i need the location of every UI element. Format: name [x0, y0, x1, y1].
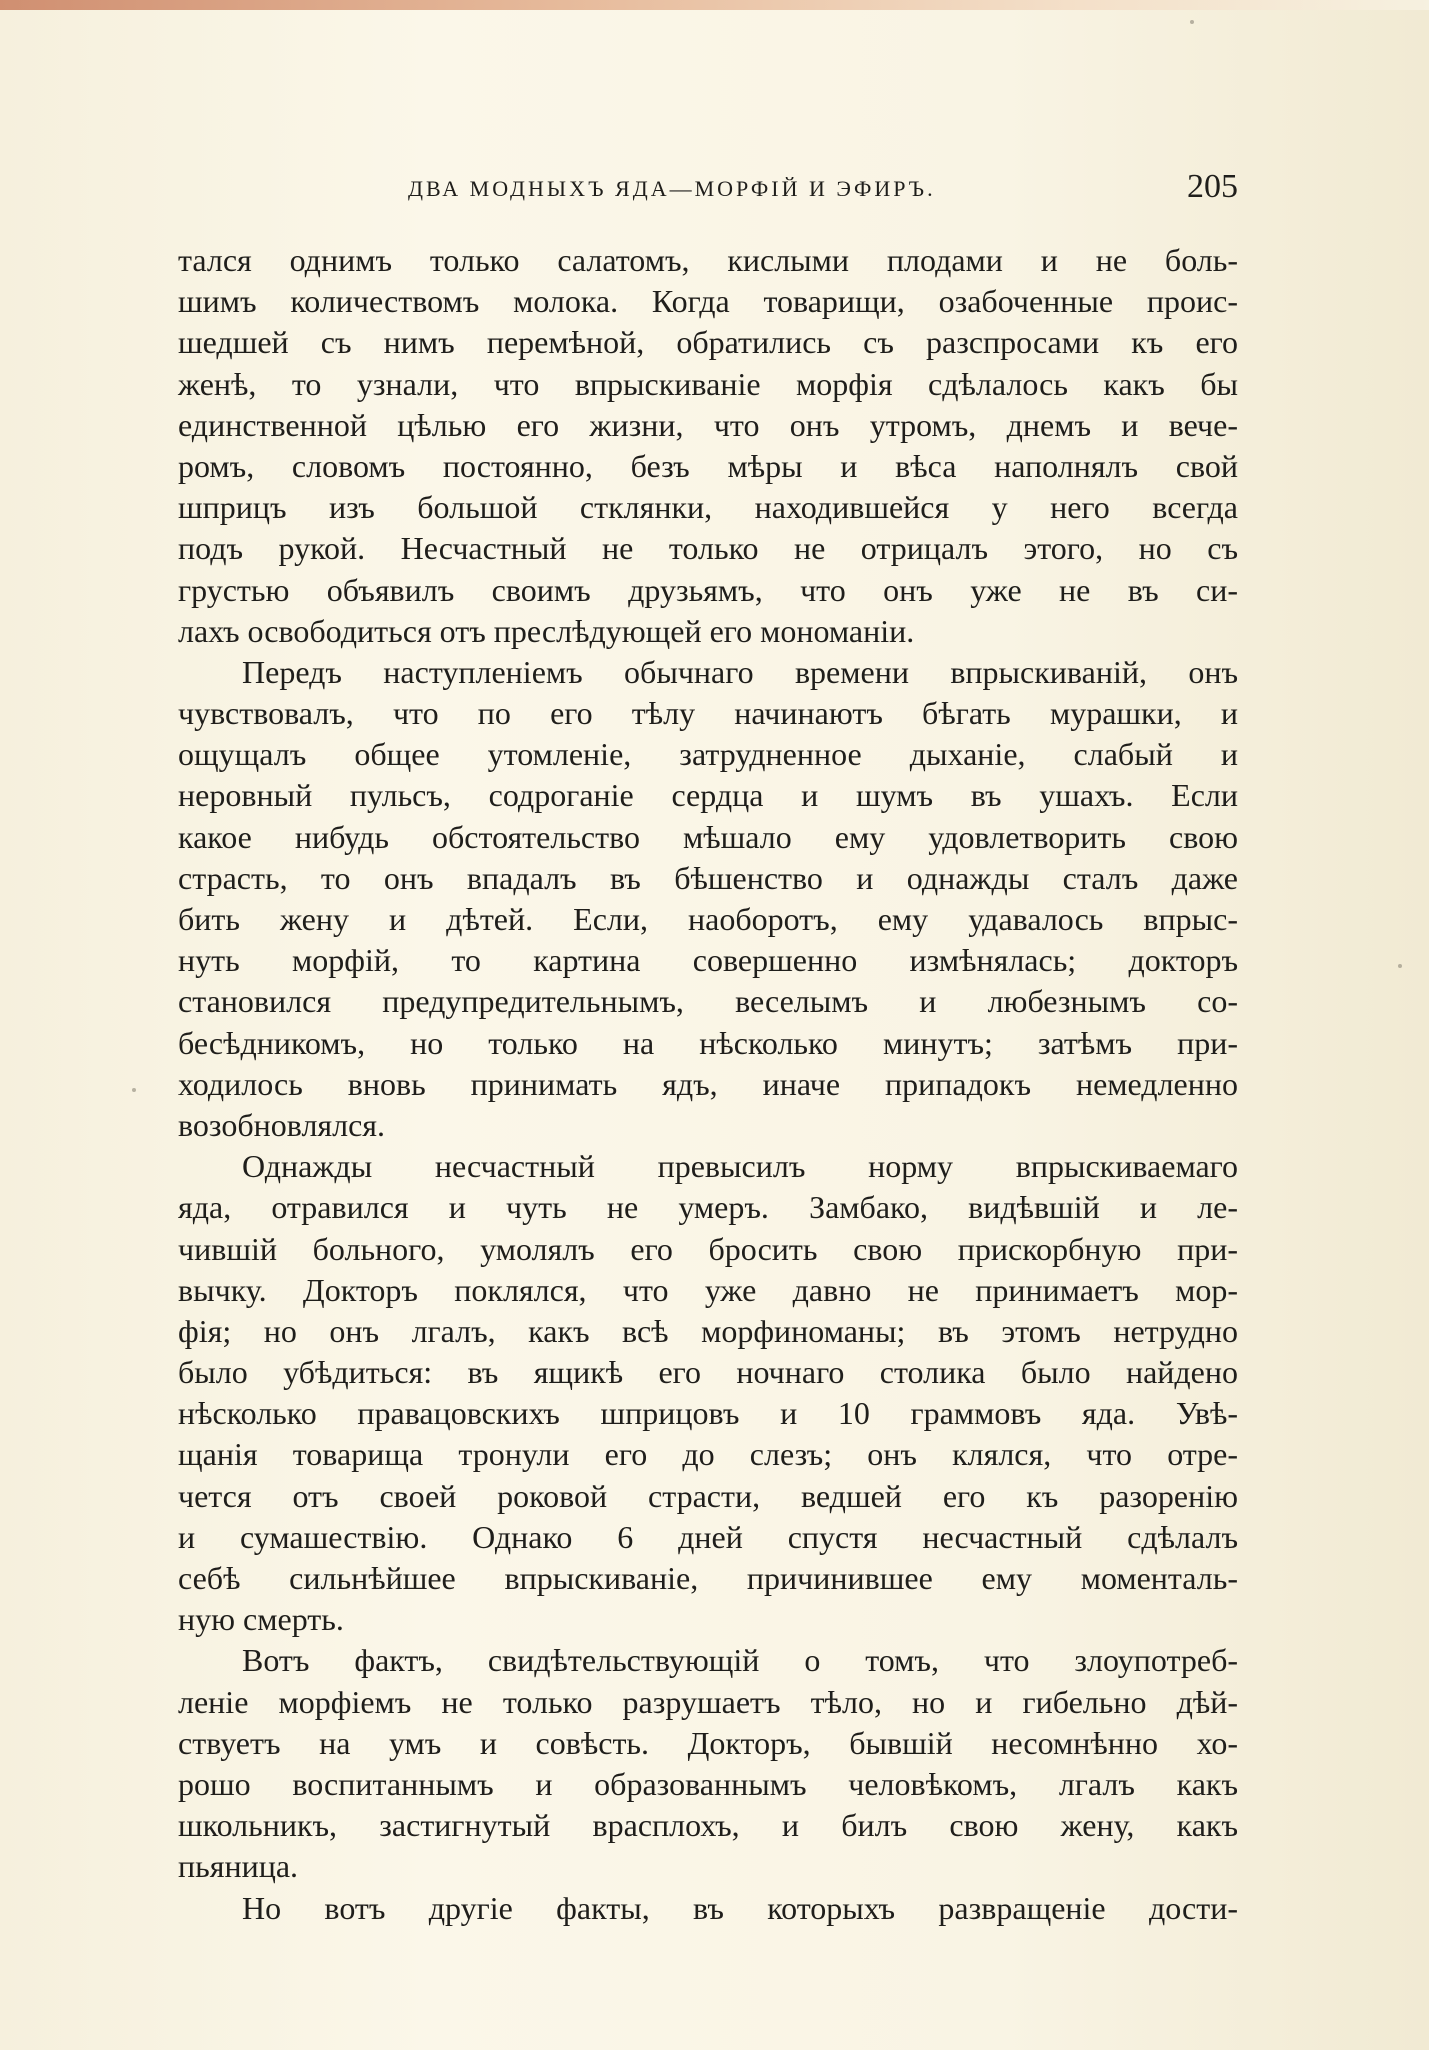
text-line: школьникъ, застигнутый врасплохъ, и билъ свою жену, какъ	[178, 1807, 1238, 1844]
text-line: яда, отравился и чуть не умеръ. Замбако, видѣвшій и ле-	[178, 1189, 1238, 1226]
text-line: ощущалъ общее утомленіе, затрудненное дыханіе, слабый и	[178, 736, 1238, 773]
text-line: Но вотъ другіе факты, въ которыхъ развращеніе дости-	[242, 1889, 1238, 1926]
paper-speck	[1190, 20, 1194, 24]
paper-speck	[1398, 964, 1402, 968]
text-line: подъ рукой. Несчастный не только не отрицалъ этого, но съ	[178, 530, 1238, 567]
text-line: ствуетъ на умъ и совѣсть. Докторъ, бывшій несомнѣнно хо-	[178, 1724, 1238, 1761]
text-line: бесѣдникомъ, но только на нѣсколько минутъ; затѣмъ при-	[178, 1024, 1238, 1061]
text-line: нѣсколько правацовскихъ шприцовъ и 10 граммовъ яда. Увѣ-	[178, 1395, 1238, 1432]
text-line: неровный пульсъ, содроганіе сердца и шумъ въ ушахъ. Если	[178, 777, 1238, 814]
text-line: чувствовалъ, что по его тѣлу начинаютъ бѣгать мурашки, и	[178, 695, 1238, 732]
body-text	[178, 240, 1238, 1929]
text-line: грустью объявилъ своимъ друзьямъ, что онъ уже не въ си-	[178, 571, 1238, 608]
text-line: лахъ освободиться отъ преслѣдующей его мономаніи.	[178, 612, 915, 649]
text-line: было убѣдиться: въ ящикѣ его ночнаго столика было найдено	[178, 1354, 1238, 1391]
paragraph	[178, 240, 1238, 652]
text-line: фія; но онъ лгалъ, какъ всѣ морфиноманы; въ этомъ нетрудно	[178, 1312, 1238, 1349]
text-line: ромъ, словомъ постоянно, безъ мѣры и вѣса наполнялъ свой	[178, 447, 1238, 484]
text-line: чившій больного, умолялъ его бросить свою прискорбную при-	[178, 1230, 1238, 1267]
text-line: вычку. Докторъ поклялся, что уже давно не принимаетъ мор-	[178, 1271, 1238, 1308]
paragraph	[178, 1146, 1238, 1640]
text-line: шедшей съ нимъ перемѣной, обратились съ разспросами къ его	[178, 324, 1238, 361]
text-line: Однажды несчастный превысилъ норму впрыскиваемаго	[242, 1148, 1238, 1185]
text-line: щанія товарища тронули его до слезъ; онъ клялся, что отре-	[178, 1436, 1238, 1473]
text-line: чется отъ своей роковой страсти, ведшей его къ разоренію	[178, 1477, 1238, 1514]
text-line: становился предупредительнымъ, веселымъ и любезнымъ со-	[178, 983, 1238, 1020]
text-line: женѣ, то узнали, что впрыскиваніе морфія сдѣлалось какъ бы	[178, 365, 1238, 402]
text-line: возобновлялся.	[178, 1106, 386, 1143]
page-top-edge	[0, 0, 1429, 10]
text-line: Передъ наступленіемъ обычнаго времени впрыскиваній, онъ	[242, 653, 1238, 690]
paragraph	[178, 1640, 1238, 1887]
paragraph	[178, 652, 1238, 1146]
text-line: страсть, то онъ впадалъ въ бѣшенство и однажды сталъ даже	[178, 859, 1238, 896]
text-line: шприцъ изъ большой стклянки, находившейся у него всегда	[178, 489, 1238, 526]
text-line: себѣ сильнѣйшее впрыскиваніе, причинившее ему моменталь-	[178, 1560, 1238, 1596]
page-number: 205	[1187, 168, 1238, 205]
text-line: какое нибудь обстоятельство мѣшало ему удовлетворить свою	[178, 818, 1238, 855]
text-line: единственной цѣлью его жизни, что онъ утромъ, днемъ и вече-	[178, 406, 1238, 443]
text-line: ную смерть.	[178, 1601, 344, 1638]
paragraph	[178, 1888, 1238, 1929]
text-line: ходилось вновь принимать ядъ, иначе припадокъ немедленно	[178, 1065, 1238, 1102]
text-line: бить жену и дѣтей. Если, наоборотъ, ему удавалось впрыс-	[178, 901, 1238, 937]
text-line: леніе морфіемъ не только разрушаетъ тѣло, но и гибельно дѣй-	[178, 1683, 1238, 1720]
text-line: тался однимъ только салатомъ, кислыми плодами и не боль-	[178, 242, 1238, 278]
paper-speck	[132, 1088, 136, 1092]
text-line: пьяница.	[178, 1848, 299, 1885]
text-line: шимъ количествомъ молока. Когда товарищи, озабоченные проис-	[178, 283, 1238, 320]
page-header	[178, 168, 1238, 208]
text-line: рошо воспитаннымъ и образованнымъ человѣкомъ, лгалъ какъ	[178, 1765, 1238, 1802]
running-title: ДВА МОДНЫХЪ ЯДА—МОРФІЙ И ЭФИРЪ.	[408, 176, 936, 201]
text-line: нуть морфій, то картина совершенно измѣнялась; докторъ	[178, 942, 1238, 979]
text-line: и сумашествію. Однако 6 дней спустя несчастный сдѣлалъ	[178, 1518, 1238, 1555]
text-line: Вотъ фактъ, свидѣтельствующій о томъ, что злоупотреб-	[242, 1642, 1238, 1679]
